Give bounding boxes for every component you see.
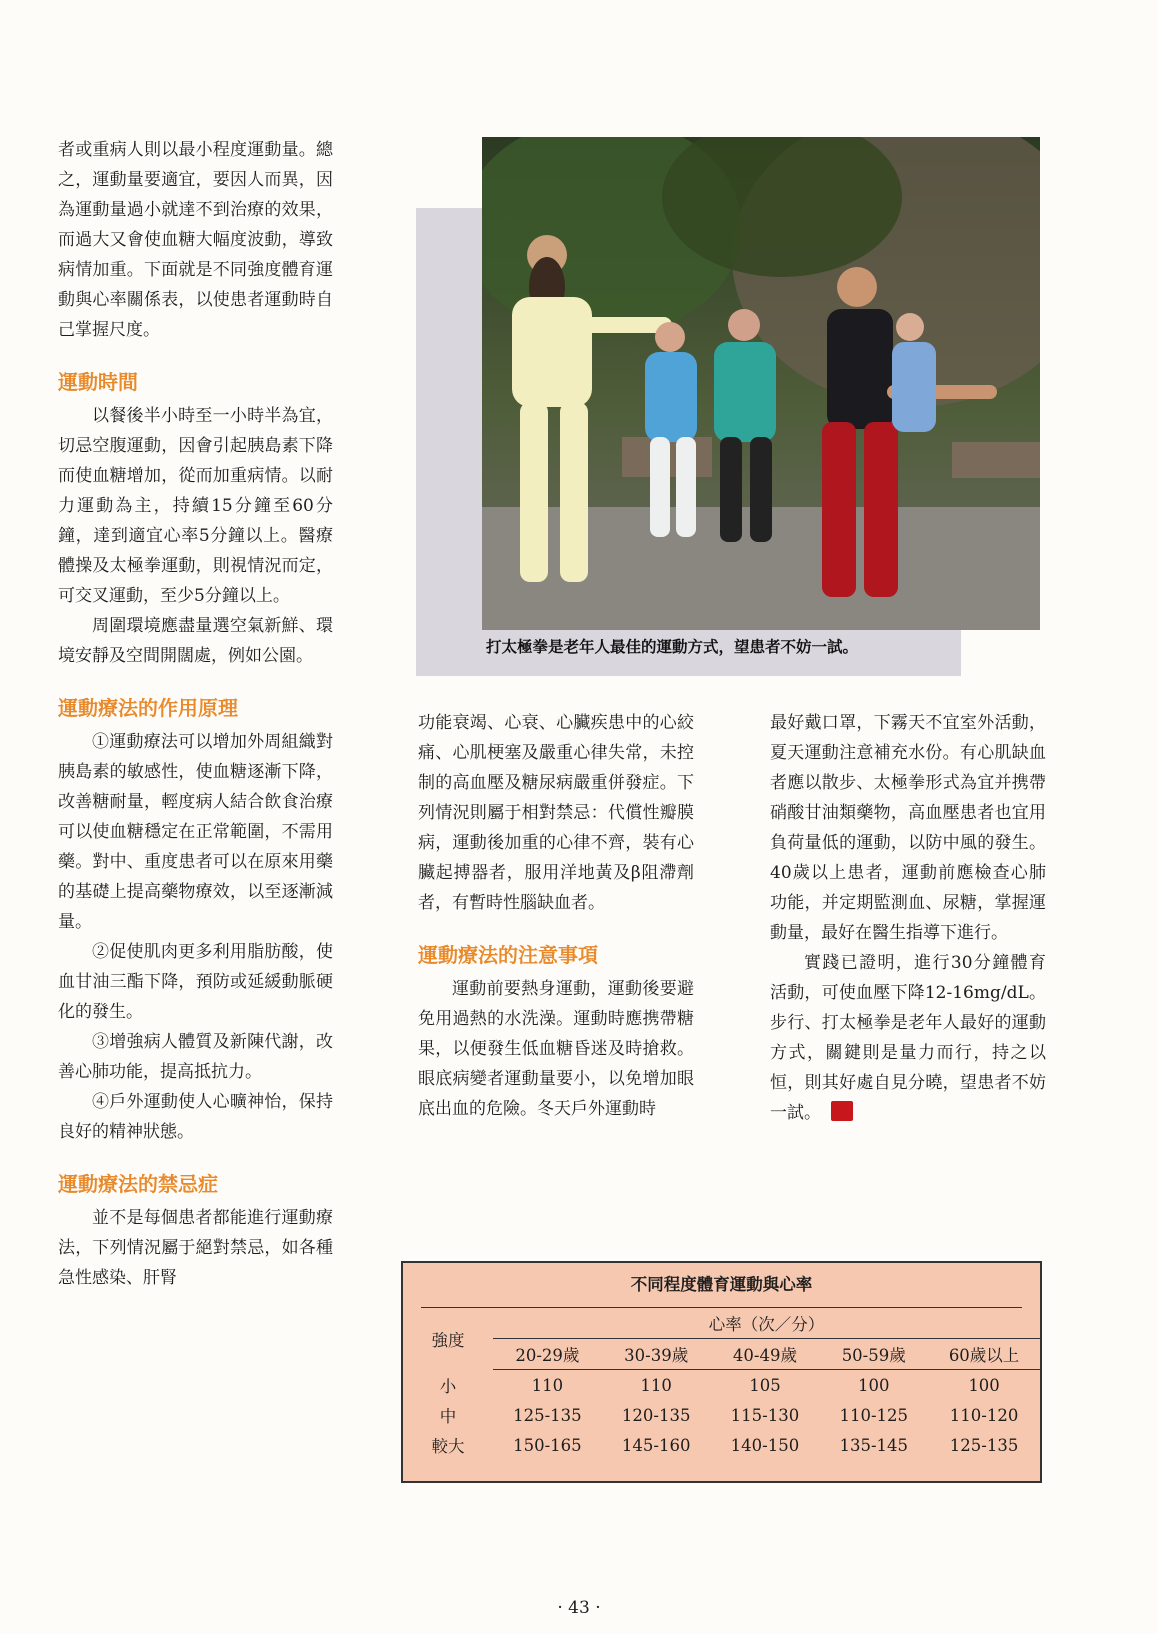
table-title: 不同程度體育運動與心率: [421, 1263, 1022, 1308]
intro-paragraph: 者或重病人則以最小程度運動量。總之，運動量要適宜，要因人而異，因為運動量過小就達不到治療的效果，而過大又會使血糖大幅度波動，導致病情加重。下面就是不同強度體育運動與心率關係表，以使患者運動時自己掌握尺度。: [58, 140, 333, 340]
column-middle: [418, 708, 694, 1124]
page-number: · 43 ·: [557, 1598, 601, 1618]
table-cell: 105: [749, 1375, 781, 1395]
column-header: 60歲以上: [928, 1339, 1040, 1370]
row-header-intensity: 強度: [431, 1330, 465, 1350]
table-row: [403, 1430, 1040, 1460]
heading-precautions: 運動療法的注意事項: [418, 943, 598, 967]
heart-rate-table: [401, 1261, 1042, 1483]
column-header: 30-39歲: [602, 1339, 711, 1370]
table-cell: 110: [640, 1375, 672, 1395]
heading-contraindications: 運動療法的禁忌症: [58, 1172, 218, 1196]
column-left: [58, 135, 333, 1293]
group-header-heart-rate: 心率（次／分）: [708, 1315, 825, 1334]
photo-caption: [486, 634, 956, 660]
table-cell: 110-125: [839, 1405, 909, 1425]
final-paragraph-text: 實踐已證明，進行30分鐘體育活動，可使血壓下降12-16mg/dL。步行、打太極拳是老年人最好的運動方式，關鍵則是量力而行，持之以恒，則其好處自見分曉，望患者不妨一試。: [770, 953, 1046, 1123]
table-cell: 115-130: [730, 1405, 800, 1425]
table-cell: 145-160: [621, 1435, 691, 1455]
table-cell: 100: [968, 1375, 1000, 1395]
table-cell: 125-135: [949, 1435, 1019, 1455]
time-paragraph-2: 周圍環境應盡量選空氣新鮮、環境安靜及空間開闊處，例如公園。: [58, 616, 333, 666]
heading-exercise-time: 運動時間: [58, 370, 138, 394]
photo-caption-text: 打太極拳是老年人最佳的運動方式，望患者不妨一試。: [486, 638, 859, 656]
precautions-continued-paragraph: 最好戴口罩，下霧天不宜室外活動，夏天運動注意補充水份。有心肌缺血者應以散步、太極拳形式為宜并携帶硝酸甘油類藥物，高血壓患者也宜用負荷量低的運動，以防中風的發生。40歲以上患者，運動前應檢查心肺功能，并定期監測血、尿糖，掌握運動量，最好在醫生指導下進行。: [770, 713, 1046, 943]
time-paragraph-1: 以餐後半小時至一小時半為宜，切忌空腹運動，因會引起胰島素下降而使血糖增加，從而加重病情。以耐力運動為主，持續15分鐘至60分鐘，達到適宜心率5分鐘以上。醫療體操及太極拳運動，則視情況而定，可交叉運動，至少5分鐘以上。: [58, 406, 333, 606]
table-cell: 100: [857, 1375, 890, 1395]
table-cell: 110: [531, 1375, 564, 1395]
heading-principle: 運動療法的作用原理: [58, 696, 238, 720]
table-cell: 120-135: [621, 1405, 691, 1425]
heart-rate-grid: [403, 1308, 1040, 1460]
tai-chi-photo: [482, 137, 1040, 630]
table-cell: 140-150: [730, 1435, 800, 1455]
row-label: 較大: [431, 1437, 465, 1456]
table-cell: 150-165: [513, 1435, 582, 1455]
principle-paragraph-4: ④戶外運動使人心曠神怡，保持良好的精神狀態。: [58, 1092, 333, 1142]
contra-continued-paragraph: 功能衰竭、心衰、心臟疾患中的心絞痛、心肌梗塞及嚴重心律失常，未控制的高血壓及糖尿病嚴重併發症。下列情況則屬于相對禁忌：代償性瓣膜病，運動後加重的心律不齊，裝有心臟起搏器者，服用洋地黃及β阻滯劑者，有暫時性腦缺血者。: [418, 713, 694, 913]
row-label: 中: [439, 1407, 457, 1426]
table-row: [403, 1400, 1040, 1430]
column-right: [770, 708, 1046, 1128]
column-header: 20-29歲: [493, 1339, 602, 1370]
precautions-paragraph: 運動前要熱身運動，運動後要避免用過熱的水洗澡。運動時應携帶糖果，以便發生低血糖昏迷及時搶救。眼底病變者運動量要小，以免增加眼底出血的危險。冬天戶外運動時: [418, 979, 694, 1119]
table-cell: 125-135: [513, 1405, 582, 1425]
column-header: 40-49歲: [711, 1339, 820, 1370]
column-header: 50-59歲: [819, 1339, 928, 1370]
contra-paragraph: 並不是每個患者都能進行運動療法，下列情況屬于絕對禁忌，如各種急性感染、肝腎: [58, 1208, 333, 1288]
table-cell: 135-145: [839, 1435, 909, 1455]
principle-paragraph-2: ②促使肌肉更多利用脂肪酸，使血甘油三酯下降，預防或延緩動脈硬化的發生。: [58, 942, 333, 1022]
row-label: 小: [439, 1376, 457, 1396]
final-paragraph: [770, 948, 1046, 1128]
principle-paragraph-3: ③增強病人體質及新陳代謝，改善心肺功能，提高抵抗力。: [58, 1032, 333, 1082]
table-cell: 110-120: [949, 1405, 1019, 1425]
end-seal-icon: [831, 1101, 853, 1121]
principle-paragraph-1: ①運動療法可以增加外周組織對胰島素的敏感性，使血糖逐漸下降，改善糖耐量，輕度病人結合飲食治療可以使血糖穩定在正常範圍，不需用藥。對中、重度患者可以在原來用藥的基礎上提高藥物療效，以至逐漸減量。: [58, 732, 333, 932]
table-row: [403, 1370, 1040, 1401]
